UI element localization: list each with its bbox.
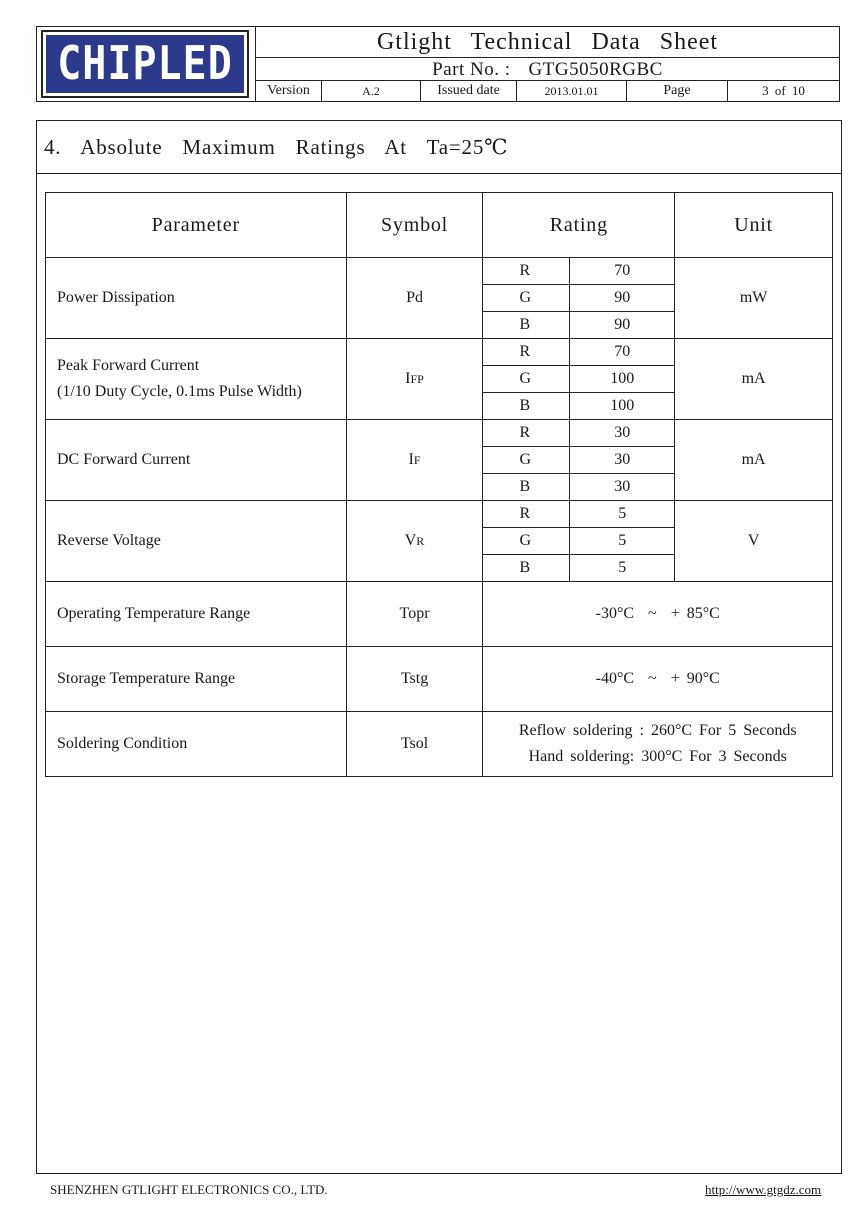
company-logo [41,30,249,98]
table-row [46,258,833,285]
rating-value: 30 [570,474,675,501]
part-number-value: GTG5050RGBC [528,59,663,80]
version-value: A.2 [322,81,421,101]
parameter-cell: DC Forward Current [46,420,347,501]
unit-cell: mW [675,258,833,339]
rating-value: 70 [570,258,675,285]
header-unit: Unit [675,193,833,258]
range-cell: -40°C ~ + 90°C [483,647,833,712]
table-row [46,582,833,647]
rating-color: G [483,528,570,555]
rating-color: B [483,393,570,420]
unit-cell: V [675,501,833,582]
part-number [256,58,839,81]
rating-color: R [483,501,570,528]
issued-date-value: 2013.01.01 [517,81,627,101]
table-row [46,501,833,528]
issued-date-label: Issued date [421,81,517,101]
rating-color: R [483,339,570,366]
parameter-cell: Operating Temperature Range [46,582,347,647]
parameter-cell: Soldering Condition [46,712,347,777]
parameter-cell: Peak Forward Current (1/10 Duty Cycle, 0.1ms Pulse Width) [46,339,347,420]
rating-value: 70 [570,339,675,366]
rating-value: 5 [570,501,675,528]
symbol-cell: Pd [346,258,483,339]
logo-text: CHIPLED [57,37,233,91]
rating-value: 30 [570,420,675,447]
header-rating: Rating [483,193,675,258]
table-row [46,647,833,712]
absolute-maximum-ratings-table [45,192,833,777]
parameter-cell: Reverse Voltage [46,501,347,582]
rating-value: 30 [570,447,675,474]
rating-color: R [483,420,570,447]
rating-color: G [483,285,570,312]
footer-company: SHENZHEN GTLIGHT ELECTRONICS CO., LTD. [50,1182,328,1197]
symbol-cell: IF [346,420,483,501]
page-label: Page [627,81,728,101]
table-row [46,339,833,366]
symbol-cell: Tstg [346,647,483,712]
rating-color: R [483,258,570,285]
unit-cell: mA [675,339,833,420]
rating-value: 5 [570,528,675,555]
rating-color: G [483,366,570,393]
table-row [46,420,833,447]
rating-value: 100 [570,366,675,393]
version-label: Version [256,81,322,101]
rating-value: 90 [570,312,675,339]
parameter-cell: Storage Temperature Range [46,647,347,712]
logo-badge [46,35,244,93]
rating-value: 90 [570,285,675,312]
unit-cell: mA [675,420,833,501]
rating-value: 5 [570,555,675,582]
content-frame [36,120,842,1174]
symbol-cell: Tsol [346,712,483,777]
rating-color: B [483,474,570,501]
header-symbol: Symbol [346,193,483,258]
page-value: 3 of 10 [762,83,805,98]
header-parameter: Parameter [46,193,347,258]
table-row [46,712,833,777]
table-header-row [46,193,833,258]
symbol-cell: VR [346,501,483,582]
meta-row [256,81,839,101]
footer-url-link[interactable]: http://www.gtgdz.com [705,1182,822,1197]
section-title: 4. Absolute Maximum Ratings At Ta=25℃ [37,121,841,174]
document-header [36,26,840,102]
rating-color: B [483,312,570,339]
symbol-cell: Topr [346,582,483,647]
rating-color: G [483,447,570,474]
part-number-label: Part No. : [432,59,511,80]
rating-color: B [483,555,570,582]
rating-value: 100 [570,393,675,420]
parameter-cell: Power Dissipation [46,258,347,339]
logo-cell [37,27,256,101]
range-cell: -30°C ~ + 85°C [483,582,833,647]
symbol-cell: IFP [346,339,483,420]
soldering-cell: Reflow soldering : 260°C For 5 Seconds Hand soldering: 300°C For 3 Seconds [483,712,833,777]
document-title: Gtlight Technical Data Sheet [256,27,839,58]
